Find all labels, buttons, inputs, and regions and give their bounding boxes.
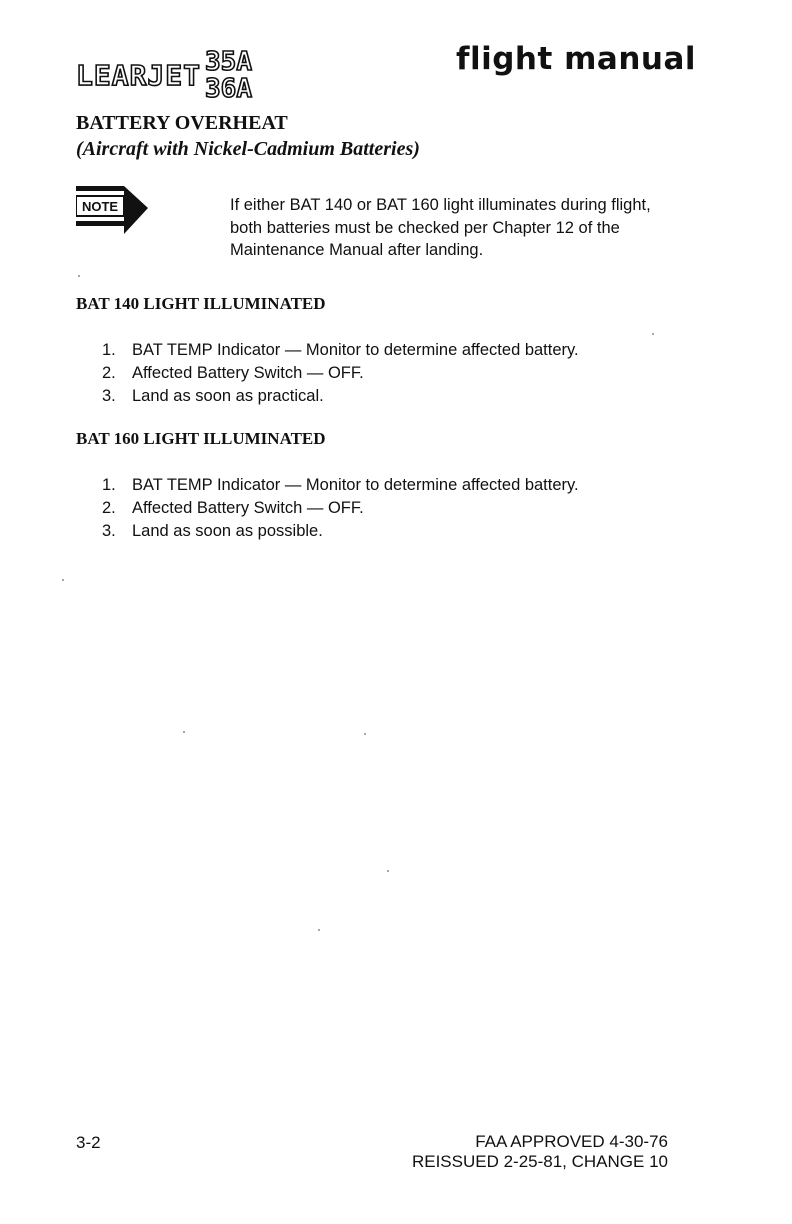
learjet-logo bbox=[76, 46, 252, 106]
note-icon bbox=[76, 186, 148, 234]
step-number: 3. bbox=[102, 522, 116, 540]
list-item bbox=[102, 474, 579, 497]
logo-model-top: 35A bbox=[205, 47, 252, 77]
reissue-note: REISSUED 2-25-81, CHANGE 10 bbox=[411, 1152, 668, 1171]
scan-speck bbox=[183, 731, 185, 733]
manual-title: flight manual bbox=[456, 41, 697, 77]
page-subtitle: (Aircraft with Nickel-Cadmium Batteries) bbox=[76, 138, 420, 160]
list-item bbox=[102, 497, 579, 520]
section-heading-bat-140: BAT 140 LIGHT ILLUMINATED bbox=[76, 294, 326, 313]
page-title: BATTERY OVERHEAT bbox=[76, 112, 288, 134]
logo-model-bottom: 36A bbox=[205, 74, 252, 104]
scan-speck bbox=[78, 275, 80, 277]
page-number: 3-2 bbox=[76, 1133, 101, 1152]
faa-approval: FAA APPROVED 4-30-76 bbox=[475, 1132, 668, 1151]
scan-speck bbox=[652, 333, 654, 335]
logo-models bbox=[205, 49, 252, 103]
scan-speck bbox=[387, 870, 389, 872]
list-item bbox=[102, 385, 579, 408]
step-text: Affected Battery Switch — OFF. bbox=[132, 364, 364, 382]
section-heading-bat-160: BAT 160 LIGHT ILLUMINATED bbox=[76, 429, 326, 448]
step-number: 2. bbox=[102, 499, 116, 517]
logo-word: LEARJET bbox=[76, 59, 202, 92]
step-text: BAT TEMP Indicator — Monitor to determine affected battery. bbox=[132, 476, 579, 494]
scan-speck bbox=[318, 929, 320, 931]
list-item bbox=[102, 520, 579, 543]
list-item bbox=[102, 339, 579, 362]
step-text: Land as soon as possible. bbox=[132, 522, 323, 540]
approval-block bbox=[412, 1132, 668, 1172]
step-text: Affected Battery Switch — OFF. bbox=[132, 499, 364, 517]
note-icon-label: NOTE bbox=[81, 199, 119, 214]
step-number: 2. bbox=[102, 364, 116, 382]
note-text: If either BAT 140 or BAT 160 light illuminates during flight, both batteries must be checked per Chapter 12 of the Maintenance Manual after landing. bbox=[230, 196, 651, 259]
scan-speck bbox=[364, 733, 366, 735]
list-item bbox=[102, 362, 579, 385]
step-text: BAT TEMP Indicator — Monitor to determine affected battery. bbox=[132, 341, 579, 359]
step-number: 3. bbox=[102, 387, 116, 405]
steps-bat-140 bbox=[102, 339, 579, 408]
step-number: 1. bbox=[102, 341, 116, 359]
step-text: Land as soon as practical. bbox=[132, 387, 324, 405]
step-number: 1. bbox=[102, 476, 116, 494]
scan-speck bbox=[62, 579, 64, 581]
steps-bat-160 bbox=[102, 474, 579, 543]
